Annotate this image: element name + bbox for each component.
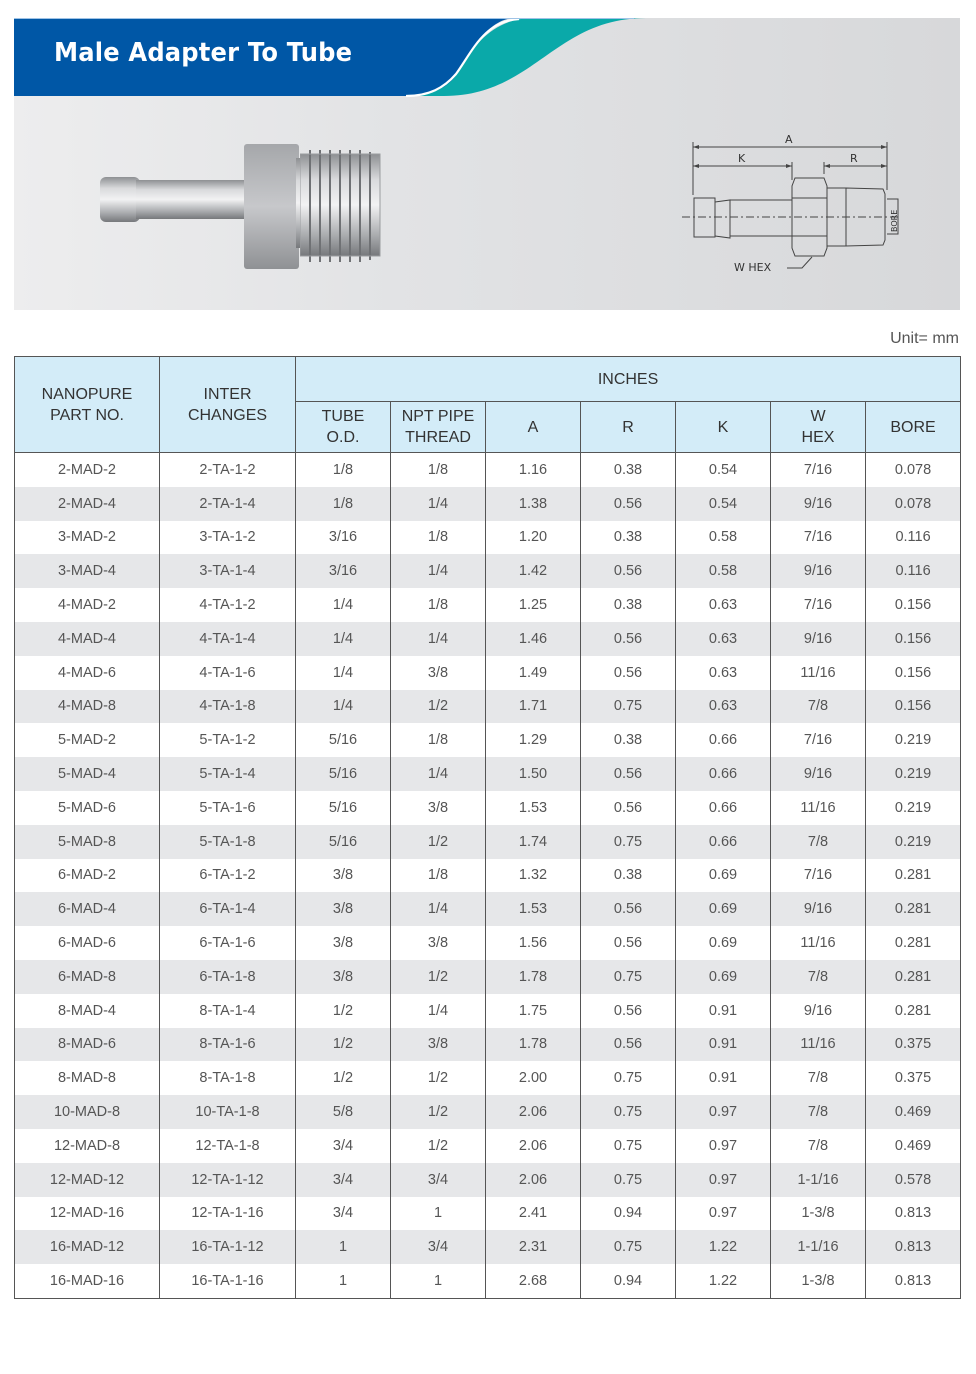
cell-k: 0.63 bbox=[676, 588, 771, 622]
cell-w-hex: 9/16 bbox=[771, 487, 866, 521]
cell-k: 0.63 bbox=[676, 690, 771, 724]
cell-part-no: 2-MAD-2 bbox=[15, 453, 160, 487]
cell-r: 0.75 bbox=[581, 1230, 676, 1264]
cell-npt-pipe-thread: 1/2 bbox=[391, 825, 486, 859]
cell-bore: 0.469 bbox=[866, 1129, 961, 1163]
cell-r: 0.56 bbox=[581, 622, 676, 656]
cell-w-hex: 7/16 bbox=[771, 453, 866, 487]
cell-a: 1.25 bbox=[486, 588, 581, 622]
cell-k: 0.58 bbox=[676, 521, 771, 555]
cell-a: 1.56 bbox=[486, 926, 581, 960]
cell-npt-pipe-thread: 3/8 bbox=[391, 656, 486, 690]
cell-part-no: 3-MAD-2 bbox=[15, 521, 160, 555]
cell-interchanges: 12-TA-1-16 bbox=[160, 1197, 296, 1231]
cell-r: 0.56 bbox=[581, 554, 676, 588]
cell-tube-od: 3/4 bbox=[296, 1163, 391, 1197]
cell-interchanges: 3-TA-1-2 bbox=[160, 521, 296, 555]
cell-a: 1.32 bbox=[486, 859, 581, 893]
cell-npt-pipe-thread: 1/4 bbox=[391, 892, 486, 926]
cell-bore: 0.078 bbox=[866, 487, 961, 521]
cell-bore: 0.813 bbox=[866, 1197, 961, 1231]
cell-tube-od: 1/4 bbox=[296, 622, 391, 656]
cell-bore: 0.156 bbox=[866, 588, 961, 622]
cell-tube-od: 1/2 bbox=[296, 994, 391, 1028]
cell-part-no: 10-MAD-8 bbox=[15, 1095, 160, 1129]
cell-interchanges: 8-TA-1-4 bbox=[160, 994, 296, 1028]
cell-bore: 0.281 bbox=[866, 960, 961, 994]
cell-part-no: 8-MAD-8 bbox=[15, 1061, 160, 1095]
cell-interchanges: 4-TA-1-2 bbox=[160, 588, 296, 622]
cell-interchanges: 12-TA-1-8 bbox=[160, 1129, 296, 1163]
cell-k: 0.97 bbox=[676, 1197, 771, 1231]
cell-a: 1.38 bbox=[486, 487, 581, 521]
cell-part-no: 8-MAD-4 bbox=[15, 994, 160, 1028]
header-inches-group: INCHES bbox=[296, 357, 961, 402]
cell-a: 1.75 bbox=[486, 994, 581, 1028]
cell-k: 0.91 bbox=[676, 994, 771, 1028]
cell-bore: 0.813 bbox=[866, 1264, 961, 1298]
cell-tube-od: 5/16 bbox=[296, 791, 391, 825]
cell-k: 0.69 bbox=[676, 926, 771, 960]
cell-w-hex: 7/8 bbox=[771, 690, 866, 724]
cell-k: 0.97 bbox=[676, 1129, 771, 1163]
table-row bbox=[15, 1129, 961, 1163]
cell-a: 1.50 bbox=[486, 757, 581, 791]
cell-tube-od: 3/8 bbox=[296, 892, 391, 926]
cell-r: 0.56 bbox=[581, 487, 676, 521]
cell-bore: 0.375 bbox=[866, 1028, 961, 1062]
cell-interchanges: 4-TA-1-8 bbox=[160, 690, 296, 724]
cell-tube-od: 5/8 bbox=[296, 1095, 391, 1129]
table-row bbox=[15, 1095, 961, 1129]
cell-bore: 0.578 bbox=[866, 1163, 961, 1197]
cell-tube-od: 1/2 bbox=[296, 1061, 391, 1095]
table-row bbox=[15, 1163, 961, 1197]
cell-npt-pipe-thread: 1/2 bbox=[391, 1095, 486, 1129]
cell-interchanges: 8-TA-1-6 bbox=[160, 1028, 296, 1062]
cell-r: 0.75 bbox=[581, 1095, 676, 1129]
cell-w-hex: 9/16 bbox=[771, 622, 866, 656]
dimension-drawing bbox=[672, 122, 922, 282]
cell-a: 2.06 bbox=[486, 1163, 581, 1197]
cell-bore: 0.156 bbox=[866, 656, 961, 690]
table-row bbox=[15, 994, 961, 1028]
cell-interchanges: 2-TA-1-2 bbox=[160, 453, 296, 487]
cell-bore: 0.219 bbox=[866, 791, 961, 825]
cell-k: 0.91 bbox=[676, 1061, 771, 1095]
cell-a: 1.29 bbox=[486, 723, 581, 757]
cell-r: 0.56 bbox=[581, 994, 676, 1028]
cell-bore: 0.156 bbox=[866, 622, 961, 656]
cell-r: 0.38 bbox=[581, 453, 676, 487]
cell-npt-pipe-thread: 3/4 bbox=[391, 1230, 486, 1264]
cell-tube-od: 1/4 bbox=[296, 656, 391, 690]
cell-w-hex: 7/16 bbox=[771, 859, 866, 893]
cell-tube-od: 1/4 bbox=[296, 690, 391, 724]
cell-npt-pipe-thread: 1/4 bbox=[391, 554, 486, 588]
cell-npt-pipe-thread: 3/4 bbox=[391, 1163, 486, 1197]
table-row bbox=[15, 554, 961, 588]
cell-w-hex: 7/16 bbox=[771, 521, 866, 555]
table-row bbox=[15, 690, 961, 724]
cell-a: 1.78 bbox=[486, 1028, 581, 1062]
cell-k: 0.66 bbox=[676, 757, 771, 791]
cell-tube-od: 3/16 bbox=[296, 521, 391, 555]
table-row bbox=[15, 588, 961, 622]
cell-a: 2.41 bbox=[486, 1197, 581, 1231]
cell-w-hex: 7/16 bbox=[771, 723, 866, 757]
cell-k: 1.22 bbox=[676, 1230, 771, 1264]
cell-interchanges: 4-TA-1-4 bbox=[160, 622, 296, 656]
cell-k: 0.69 bbox=[676, 859, 771, 893]
table-row bbox=[15, 487, 961, 521]
cell-k: 0.54 bbox=[676, 487, 771, 521]
cell-part-no: 5-MAD-8 bbox=[15, 825, 160, 859]
cell-a: 1.20 bbox=[486, 521, 581, 555]
cell-a: 1.42 bbox=[486, 554, 581, 588]
cell-tube-od: 1/4 bbox=[296, 588, 391, 622]
cell-interchanges: 5-TA-1-2 bbox=[160, 723, 296, 757]
cell-npt-pipe-thread: 3/8 bbox=[391, 926, 486, 960]
cell-w-hex: 1-1/16 bbox=[771, 1163, 866, 1197]
cell-part-no: 3-MAD-4 bbox=[15, 554, 160, 588]
header-w-hex: W HEX bbox=[771, 402, 866, 453]
cell-part-no: 12-MAD-16 bbox=[15, 1197, 160, 1231]
cell-k: 0.66 bbox=[676, 723, 771, 757]
cell-npt-pipe-thread: 1/4 bbox=[391, 994, 486, 1028]
table-row bbox=[15, 1028, 961, 1062]
cell-a: 2.06 bbox=[486, 1129, 581, 1163]
cell-w-hex: 11/16 bbox=[771, 1028, 866, 1062]
header-part-no: NANOPURE PART NO. bbox=[15, 357, 160, 453]
cell-a: 1.78 bbox=[486, 960, 581, 994]
cell-r: 0.38 bbox=[581, 723, 676, 757]
cell-w-hex: 9/16 bbox=[771, 554, 866, 588]
cell-tube-od: 3/16 bbox=[296, 554, 391, 588]
header-r: R bbox=[581, 402, 676, 453]
dim-label-w-hex: W HEX bbox=[734, 261, 772, 274]
cell-w-hex: 9/16 bbox=[771, 757, 866, 791]
cell-k: 0.54 bbox=[676, 453, 771, 487]
cell-w-hex: 1-3/8 bbox=[771, 1264, 866, 1298]
cell-tube-od: 3/4 bbox=[296, 1197, 391, 1231]
cell-tube-od: 5/16 bbox=[296, 825, 391, 859]
cell-w-hex: 11/16 bbox=[771, 926, 866, 960]
cell-r: 0.38 bbox=[581, 521, 676, 555]
cell-r: 0.75 bbox=[581, 690, 676, 724]
cell-r: 0.75 bbox=[581, 1061, 676, 1095]
cell-a: 1.74 bbox=[486, 825, 581, 859]
cell-r: 0.56 bbox=[581, 1028, 676, 1062]
cell-npt-pipe-thread: 3/8 bbox=[391, 1028, 486, 1062]
cell-interchanges: 16-TA-1-12 bbox=[160, 1230, 296, 1264]
cell-tube-od: 5/16 bbox=[296, 757, 391, 791]
cell-bore: 0.156 bbox=[866, 690, 961, 724]
cell-part-no: 6-MAD-8 bbox=[15, 960, 160, 994]
table-row bbox=[15, 622, 961, 656]
cell-npt-pipe-thread: 1/2 bbox=[391, 690, 486, 724]
cell-npt-pipe-thread: 1/8 bbox=[391, 723, 486, 757]
cell-interchanges: 16-TA-1-16 bbox=[160, 1264, 296, 1298]
cell-bore: 0.219 bbox=[866, 825, 961, 859]
dim-label-a: A bbox=[785, 133, 793, 146]
cell-a: 1.71 bbox=[486, 690, 581, 724]
cell-bore: 0.281 bbox=[866, 994, 961, 1028]
cell-r: 0.94 bbox=[581, 1264, 676, 1298]
cell-tube-od: 1 bbox=[296, 1230, 391, 1264]
page-title: Male Adapter To Tube bbox=[54, 38, 353, 68]
cell-k: 0.63 bbox=[676, 656, 771, 690]
table-row bbox=[15, 892, 961, 926]
cell-w-hex: 9/16 bbox=[771, 994, 866, 1028]
cell-interchanges: 6-TA-1-8 bbox=[160, 960, 296, 994]
table-row bbox=[15, 1264, 961, 1298]
cell-tube-od: 3/4 bbox=[296, 1129, 391, 1163]
header-a: A bbox=[486, 402, 581, 453]
cell-interchanges: 10-TA-1-8 bbox=[160, 1095, 296, 1129]
cell-a: 1.49 bbox=[486, 656, 581, 690]
table-row bbox=[15, 791, 961, 825]
cell-r: 0.38 bbox=[581, 588, 676, 622]
table-row bbox=[15, 757, 961, 791]
cell-w-hex: 7/8 bbox=[771, 825, 866, 859]
table-row bbox=[15, 1061, 961, 1095]
cell-r: 0.75 bbox=[581, 1129, 676, 1163]
cell-part-no: 5-MAD-4 bbox=[15, 757, 160, 791]
cell-part-no: 6-MAD-4 bbox=[15, 892, 160, 926]
cell-k: 0.97 bbox=[676, 1163, 771, 1197]
cell-interchanges: 3-TA-1-4 bbox=[160, 554, 296, 588]
cell-bore: 0.219 bbox=[866, 723, 961, 757]
cell-tube-od: 1/8 bbox=[296, 487, 391, 521]
cell-a: 1.53 bbox=[486, 892, 581, 926]
cell-k: 0.91 bbox=[676, 1028, 771, 1062]
cell-interchanges: 8-TA-1-8 bbox=[160, 1061, 296, 1095]
cell-npt-pipe-thread: 1/8 bbox=[391, 859, 486, 893]
cell-k: 0.66 bbox=[676, 791, 771, 825]
cell-bore: 0.375 bbox=[866, 1061, 961, 1095]
cell-part-no: 12-MAD-8 bbox=[15, 1129, 160, 1163]
cell-tube-od: 3/8 bbox=[296, 960, 391, 994]
table-row bbox=[15, 1197, 961, 1231]
cell-w-hex: 7/8 bbox=[771, 960, 866, 994]
cell-interchanges: 6-TA-1-2 bbox=[160, 859, 296, 893]
cell-w-hex: 11/16 bbox=[771, 656, 866, 690]
cell-npt-pipe-thread: 1/8 bbox=[391, 588, 486, 622]
cell-bore: 0.116 bbox=[866, 521, 961, 555]
cell-k: 0.58 bbox=[676, 554, 771, 588]
cell-npt-pipe-thread: 1/8 bbox=[391, 521, 486, 555]
cell-npt-pipe-thread: 1/2 bbox=[391, 1061, 486, 1095]
cell-bore: 0.469 bbox=[866, 1095, 961, 1129]
table-row bbox=[15, 859, 961, 893]
cell-part-no: 2-MAD-4 bbox=[15, 487, 160, 521]
cell-tube-od: 1 bbox=[296, 1264, 391, 1298]
cell-interchanges: 4-TA-1-6 bbox=[160, 656, 296, 690]
cell-k: 0.97 bbox=[676, 1095, 771, 1129]
cell-w-hex: 7/8 bbox=[771, 1061, 866, 1095]
cell-a: 2.68 bbox=[486, 1264, 581, 1298]
cell-r: 0.56 bbox=[581, 892, 676, 926]
header-k: K bbox=[676, 402, 771, 453]
cell-interchanges: 5-TA-1-8 bbox=[160, 825, 296, 859]
spec-table bbox=[14, 356, 961, 1299]
cell-w-hex: 7/8 bbox=[771, 1095, 866, 1129]
header-interchanges: INTER CHANGES bbox=[160, 357, 296, 453]
cell-npt-pipe-thread: 1/2 bbox=[391, 1129, 486, 1163]
cell-bore: 0.281 bbox=[866, 892, 961, 926]
spec-table-body bbox=[15, 453, 961, 1299]
cell-r: 0.56 bbox=[581, 656, 676, 690]
cell-bore: 0.219 bbox=[866, 757, 961, 791]
cell-npt-pipe-thread: 1/4 bbox=[391, 487, 486, 521]
table-row bbox=[15, 521, 961, 555]
cell-w-hex: 1-3/8 bbox=[771, 1197, 866, 1231]
cell-r: 0.75 bbox=[581, 1163, 676, 1197]
cell-interchanges: 6-TA-1-6 bbox=[160, 926, 296, 960]
cell-npt-pipe-thread: 3/8 bbox=[391, 791, 486, 825]
cell-part-no: 4-MAD-2 bbox=[15, 588, 160, 622]
cell-interchanges: 12-TA-1-12 bbox=[160, 1163, 296, 1197]
cell-bore: 0.813 bbox=[866, 1230, 961, 1264]
cell-r: 0.56 bbox=[581, 757, 676, 791]
cell-k: 0.69 bbox=[676, 960, 771, 994]
cell-tube-od: 5/16 bbox=[296, 723, 391, 757]
header-npt-pipe-thread: NPT PIPE THREAD bbox=[391, 402, 486, 453]
product-photo-thread bbox=[300, 122, 420, 272]
cell-k: 0.66 bbox=[676, 825, 771, 859]
cell-part-no: 5-MAD-6 bbox=[15, 791, 160, 825]
dim-label-bore: BORE bbox=[890, 209, 899, 232]
cell-npt-pipe-thread: 1 bbox=[391, 1264, 486, 1298]
table-row bbox=[15, 656, 961, 690]
header-bore: BORE bbox=[866, 402, 961, 453]
cell-bore: 0.281 bbox=[866, 859, 961, 893]
cell-k: 0.69 bbox=[676, 892, 771, 926]
unit-note: Unit= mm bbox=[890, 330, 959, 347]
cell-npt-pipe-thread: 1/8 bbox=[391, 453, 486, 487]
cell-tube-od: 3/8 bbox=[296, 859, 391, 893]
cell-tube-od: 1/8 bbox=[296, 453, 391, 487]
cell-tube-od: 1/2 bbox=[296, 1028, 391, 1062]
cell-r: 0.75 bbox=[581, 960, 676, 994]
cell-bore: 0.281 bbox=[866, 926, 961, 960]
cell-npt-pipe-thread: 1/4 bbox=[391, 757, 486, 791]
table-row bbox=[15, 926, 961, 960]
cell-a: 2.31 bbox=[486, 1230, 581, 1264]
cell-interchanges: 2-TA-1-4 bbox=[160, 487, 296, 521]
cell-k: 0.63 bbox=[676, 622, 771, 656]
header-tube-od: TUBE O.D. bbox=[296, 402, 391, 453]
cell-a: 1.53 bbox=[486, 791, 581, 825]
cell-npt-pipe-thread: 1 bbox=[391, 1197, 486, 1231]
cell-a: 1.16 bbox=[486, 453, 581, 487]
product-photo bbox=[86, 122, 316, 272]
cell-part-no: 4-MAD-6 bbox=[15, 656, 160, 690]
cell-r: 0.56 bbox=[581, 791, 676, 825]
table-row bbox=[15, 723, 961, 757]
cell-part-no: 16-MAD-16 bbox=[15, 1264, 160, 1298]
cell-part-no: 16-MAD-12 bbox=[15, 1230, 160, 1264]
cell-a: 2.06 bbox=[486, 1095, 581, 1129]
table-row bbox=[15, 960, 961, 994]
cell-w-hex: 9/16 bbox=[771, 892, 866, 926]
cell-tube-od: 3/8 bbox=[296, 926, 391, 960]
cell-w-hex: 11/16 bbox=[771, 791, 866, 825]
cell-part-no: 6-MAD-6 bbox=[15, 926, 160, 960]
cell-part-no: 4-MAD-4 bbox=[15, 622, 160, 656]
cell-r: 0.38 bbox=[581, 859, 676, 893]
cell-r: 0.75 bbox=[581, 825, 676, 859]
cell-bore: 0.116 bbox=[866, 554, 961, 588]
dim-label-r: R bbox=[850, 152, 858, 165]
table-row bbox=[15, 1230, 961, 1264]
cell-interchanges: 5-TA-1-4 bbox=[160, 757, 296, 791]
dim-label-k: K bbox=[738, 152, 746, 165]
table-row bbox=[15, 825, 961, 859]
cell-r: 0.56 bbox=[581, 926, 676, 960]
cell-k: 1.22 bbox=[676, 1264, 771, 1298]
cell-part-no: 6-MAD-2 bbox=[15, 859, 160, 893]
table-row bbox=[15, 453, 961, 487]
cell-w-hex: 1-1/16 bbox=[771, 1230, 866, 1264]
cell-a: 2.00 bbox=[486, 1061, 581, 1095]
cell-r: 0.94 bbox=[581, 1197, 676, 1231]
cell-w-hex: 7/8 bbox=[771, 1129, 866, 1163]
cell-part-no: 8-MAD-6 bbox=[15, 1028, 160, 1062]
cell-interchanges: 5-TA-1-6 bbox=[160, 791, 296, 825]
cell-part-no: 5-MAD-2 bbox=[15, 723, 160, 757]
cell-npt-pipe-thread: 1/4 bbox=[391, 622, 486, 656]
cell-part-no: 12-MAD-12 bbox=[15, 1163, 160, 1197]
cell-npt-pipe-thread: 1/2 bbox=[391, 960, 486, 994]
cell-w-hex: 7/16 bbox=[771, 588, 866, 622]
cell-part-no: 4-MAD-8 bbox=[15, 690, 160, 724]
cell-interchanges: 6-TA-1-4 bbox=[160, 892, 296, 926]
cell-a: 1.46 bbox=[486, 622, 581, 656]
cell-bore: 0.078 bbox=[866, 453, 961, 487]
